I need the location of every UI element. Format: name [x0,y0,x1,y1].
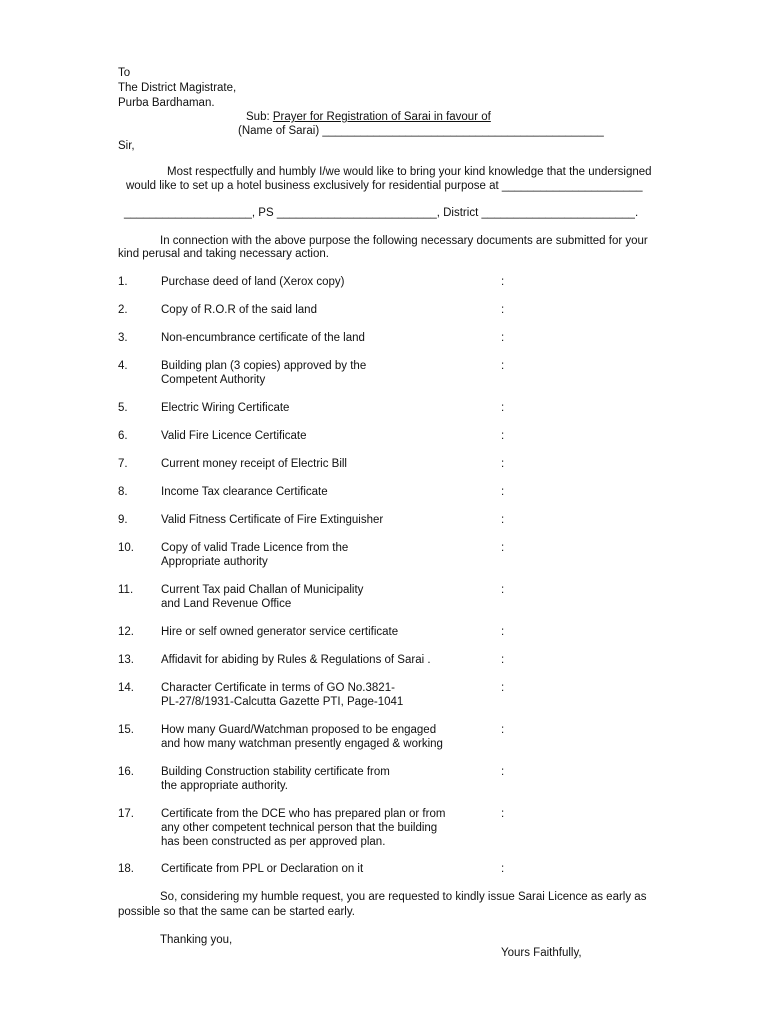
item-number: 1. [118,276,128,288]
item-text-line: Electric Wiring Certificate [161,402,290,414]
subject-text: Prayer for Registration of Sarai in favour of [272,111,491,123]
item-number: 13. [118,654,134,666]
item-text [161,541,348,569]
item-text-line: Purchase deed of land (Xerox copy) [161,276,345,288]
item-text-line: Copy of R.O.R of the said land [161,304,317,316]
item-text-line: Character Certificate in terms of GO No.3821- [161,682,395,694]
item-text-line: Non-encumbrance certificate of the land [161,332,365,344]
item-text-line: Current money receipt of Electric Bill [161,458,347,470]
para1-line-3: ____________________, PS _________________________, District ________________________. [124,207,639,219]
address-line-2: Purba Bardhaman. [118,97,215,109]
item-text [161,331,365,345]
item-text [161,653,431,667]
item-text [161,765,390,793]
item-text-line: PL-27/8/1931-Calcutta Gazette PTI, Page-1041 [161,696,404,708]
item-text [161,513,383,527]
item-colon: : [501,808,505,820]
item-text-line: Appropriate authority [161,556,268,568]
closing-line-1: So, considering my humble request, you are requested to kindly issue Sarai Licence as early as [160,891,647,903]
item-text-line: Competent Authority [161,374,266,386]
para1-line-2: would like to set up a hotel business exclusively for residential purpose at ______________________ [126,180,643,192]
item-number: 14. [118,682,134,694]
item-text [161,401,289,415]
item-colon: : [501,682,505,694]
item-number: 6. [118,430,128,442]
item-text-line: and how many watchman presently engaged & working [161,738,443,750]
item-text-line: any other competent technical person that the building [161,822,438,834]
item-text-line: Copy of valid Trade Licence from the [161,542,349,554]
signature-text: Yours Faithfully, [501,947,582,959]
item-text [161,359,366,387]
para2-line-1: In connection with the above purpose the following necessary documents are submitted for your [160,235,648,247]
item-number: 5. [118,402,128,414]
item-colon: : [501,654,505,666]
item-text [161,457,347,471]
item-text [161,681,403,709]
item-number: 10. [118,542,134,554]
item-text-line: How many Guard/Watchman proposed to be engaged [161,724,437,736]
para2-line-2: kind perusal and taking necessary action. [118,248,329,260]
item-colon: : [501,766,505,778]
para1-line-1: Most respectfully and humbly I/we would like to bring your kind knowledge that the undersigned [167,166,652,178]
item-text-line: and Land Revenue Office [161,598,292,610]
item-text [161,583,363,611]
item-text [161,625,398,639]
item-colon: : [501,863,505,875]
item-text [161,275,344,289]
thanking-text: Thanking you, [160,934,233,946]
address-to: To [118,67,131,79]
item-number: 7. [118,458,128,470]
item-number: 4. [118,360,128,372]
item-number: 18. [118,863,134,875]
closing-line-2: possible so that the same can be started early. [118,906,355,918]
item-colon: : [501,458,505,470]
item-text [161,485,328,499]
salutation: Sir, [118,140,135,152]
item-colon: : [501,304,505,316]
item-colon: : [501,402,505,414]
item-number: 16. [118,766,134,778]
item-text-line: Building Construction stability certificate from [161,766,390,778]
item-colon: : [501,542,505,554]
item-number: 12. [118,626,134,638]
item-number: 17. [118,808,134,820]
subject-prefix: Sub: [246,111,273,123]
item-number: 15. [118,724,134,736]
item-text-line: Affidavit for abiding by Rules & Regulations of Sarai . [161,654,431,666]
item-colon: : [501,332,505,344]
item-colon: : [501,276,505,288]
item-text-line: Certificate from the DCE who has prepared plan or from [161,808,446,820]
item-number: 2. [118,304,128,316]
item-text [161,723,443,751]
item-text-line: Income Tax clearance Certificate [161,486,328,498]
item-colon: : [501,430,505,442]
item-colon: : [501,626,505,638]
item-colon: : [501,360,505,372]
item-text-line: Valid Fitness Certificate of Fire Extinguisher [161,514,384,526]
item-text [161,303,317,317]
item-text-line: Certificate from PPL or Declaration on it [161,863,364,875]
subject-line [246,110,491,124]
item-text-line: Valid Fire Licence Certificate [161,430,307,442]
item-colon: : [501,584,505,596]
item-text-line: Current Tax paid Challan of Municipality [161,584,364,596]
item-number: 11. [118,584,134,596]
address-line-1: The District Magistrate, [118,82,237,94]
item-colon: : [501,514,505,526]
item-text [161,807,445,849]
item-colon: : [501,724,505,736]
item-number: 9. [118,514,128,526]
item-text [161,862,363,876]
item-number: 8. [118,486,128,498]
item-text-line: the appropriate authority. [161,780,289,792]
item-text-line: has been constructed as per approved plan. [161,836,386,848]
subject-name-line: (Name of Sarai) ____________________________________________ [238,125,604,137]
item-text-line: Hire or self owned generator service certificate [161,626,399,638]
item-text-line: Building plan (3 copies) approved by the [161,360,367,372]
item-text [161,429,307,443]
item-number: 3. [118,332,128,344]
item-colon: : [501,486,505,498]
